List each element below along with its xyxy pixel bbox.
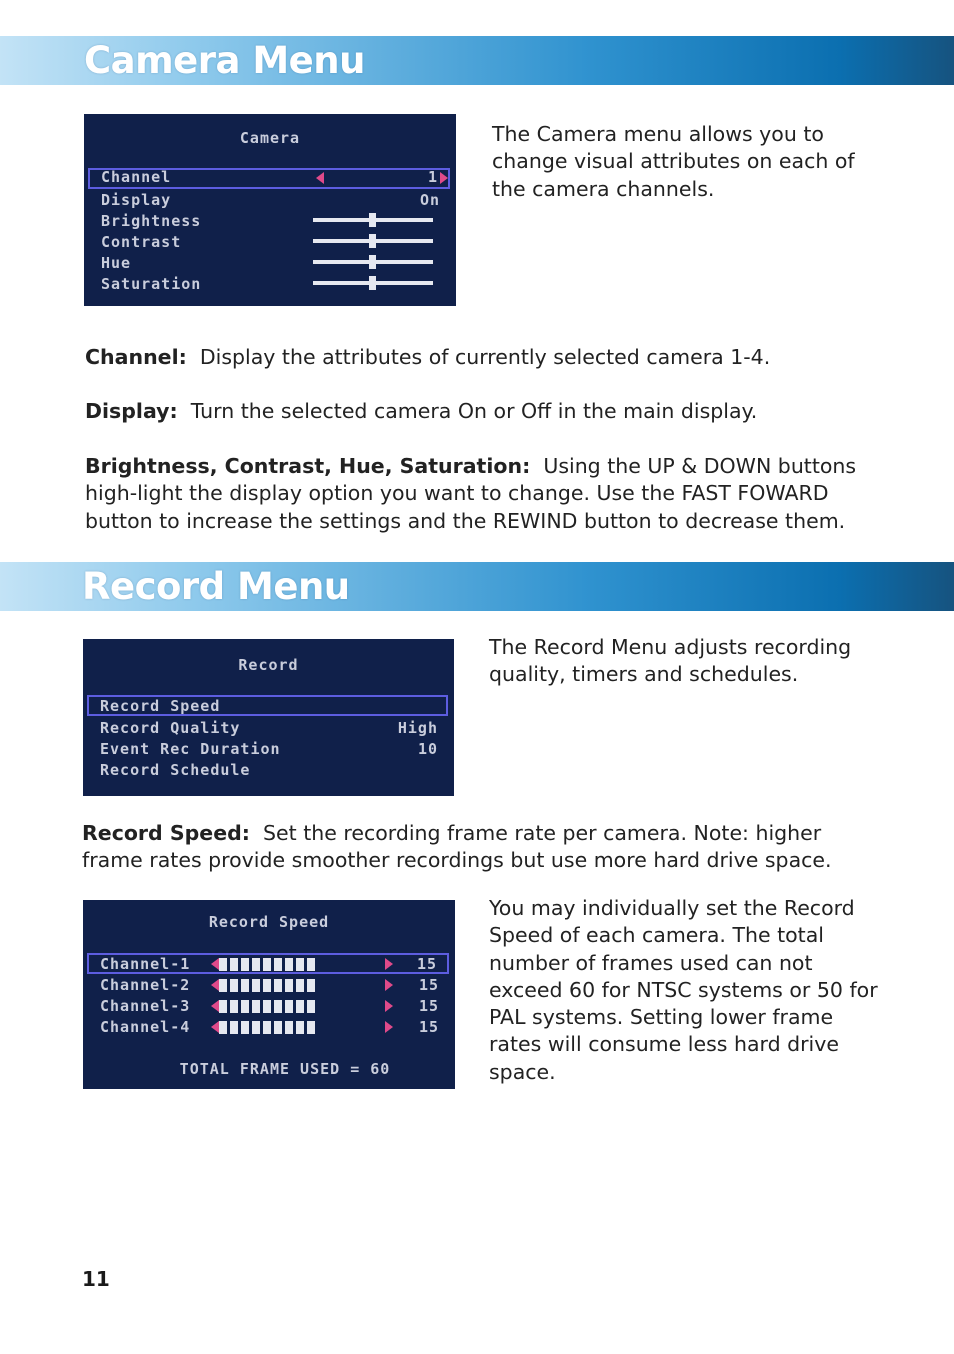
brightness-slider bbox=[313, 218, 433, 222]
screen-row-contrast bbox=[88, 233, 450, 254]
speed-row-channel-2 bbox=[87, 976, 449, 997]
slider-knob bbox=[369, 255, 376, 269]
record-speed-description bbox=[82, 820, 872, 875]
screen-row-record-speed bbox=[87, 695, 448, 716]
speed-row-channel-1 bbox=[87, 953, 449, 974]
frame-rate-bar bbox=[219, 958, 315, 971]
record-speed-screenshot bbox=[83, 900, 455, 1089]
screen-row-hue bbox=[88, 254, 450, 275]
record-menu-screenshot bbox=[83, 639, 454, 796]
record-menu-banner bbox=[0, 562, 954, 611]
screen-title: Camera bbox=[239, 129, 301, 147]
row-label: Channel bbox=[101, 168, 172, 186]
row-label: Record Speed bbox=[100, 697, 221, 715]
display-description bbox=[85, 398, 875, 425]
frame-rate-bar bbox=[219, 979, 315, 992]
speed-row-channel-3 bbox=[87, 997, 449, 1018]
total-frames-used: TOTAL FRAME USED = 60 bbox=[179, 1060, 391, 1078]
row-label: Record Quality bbox=[100, 719, 241, 737]
definition: Using the UP & DOWN buttons high-light the display option you want to change. Use the FAST FOWARD button to increase the settings and the REWIND button to decrease them. bbox=[85, 454, 857, 533]
right-arrow-icon bbox=[385, 958, 393, 970]
right-arrow-icon bbox=[440, 172, 448, 184]
channel-description bbox=[85, 344, 875, 371]
page-number: 11 bbox=[82, 1267, 110, 1291]
row-value: 15 bbox=[418, 997, 439, 1015]
contrast-slider bbox=[313, 239, 433, 243]
row-label: Event Rec Duration bbox=[100, 740, 281, 758]
camera-menu-banner bbox=[0, 36, 954, 85]
row-label: Channel-2 bbox=[100, 976, 191, 994]
left-arrow-icon bbox=[316, 172, 324, 184]
screen-row-record-schedule bbox=[87, 761, 448, 782]
row-value: 15 bbox=[418, 976, 439, 994]
row-label: Brightness bbox=[101, 212, 202, 230]
row-value: 15 bbox=[418, 1018, 439, 1036]
row-label: Channel-1 bbox=[100, 955, 191, 973]
definition: Set the recording frame rate per camera. Note: higher frame rates provide smoother recordings but use more hard drive space. bbox=[82, 821, 832, 873]
term: Brightness, Contrast, Hue, Saturation: bbox=[85, 454, 531, 478]
row-value: 15 bbox=[416, 955, 437, 973]
screen-row-channel bbox=[88, 168, 450, 189]
right-arrow-icon bbox=[385, 979, 393, 991]
slider-knob bbox=[369, 213, 376, 227]
slider-knob bbox=[369, 234, 376, 248]
row-label: Channel-3 bbox=[100, 997, 191, 1015]
hue-slider bbox=[313, 260, 433, 264]
screen-title: Record Speed bbox=[208, 913, 330, 931]
left-arrow-icon bbox=[211, 1000, 219, 1012]
frame-rate-bar bbox=[219, 1021, 315, 1034]
camera-intro: The Camera menu allows you to change visual attributes on each of the camera channels. bbox=[492, 122, 855, 201]
left-arrow-icon bbox=[211, 979, 219, 991]
term: Record Speed: bbox=[82, 821, 250, 845]
row-label: Display bbox=[101, 191, 172, 209]
record-intro: The Record Menu adjusts recording quality, timers and schedules. bbox=[489, 635, 852, 687]
right-arrow-icon bbox=[385, 1000, 393, 1012]
row-label: Hue bbox=[101, 254, 132, 272]
definition: Turn the selected camera On or Off in the main display. bbox=[190, 399, 758, 423]
term: Display: bbox=[85, 399, 178, 423]
screen-row-event-rec-duration bbox=[87, 740, 448, 761]
screen-row-saturation bbox=[88, 275, 450, 296]
screen-title: Record bbox=[238, 656, 299, 674]
camera-menu-heading: Camera Menu bbox=[84, 39, 365, 82]
row-value: On bbox=[419, 191, 440, 209]
row-value: 1 bbox=[427, 168, 438, 186]
row-label: Saturation bbox=[101, 275, 202, 293]
row-value: High bbox=[397, 719, 438, 737]
right-arrow-icon bbox=[385, 1021, 393, 1033]
saturation-slider bbox=[313, 281, 433, 285]
frame-rate-bar bbox=[219, 1000, 315, 1013]
row-value: 10 bbox=[417, 740, 438, 758]
row-label: Channel-4 bbox=[100, 1018, 191, 1036]
left-arrow-icon bbox=[211, 1021, 219, 1033]
screen-row-record-quality bbox=[87, 719, 448, 740]
left-arrow-icon bbox=[211, 958, 219, 970]
definition: Display the attributes of currently selected camera 1-4. bbox=[199, 345, 771, 369]
row-label: Contrast bbox=[101, 233, 182, 251]
record-speed-note: You may individually set the Record Speed of each camera. The total number of frames used can not exceed 60 for NTSC systems or 50 for PAL systems. Setting lower frame rates will consume less hard drive space. bbox=[489, 896, 878, 1084]
term: Channel: bbox=[85, 345, 187, 369]
speed-row-channel-4 bbox=[87, 1018, 449, 1039]
record-menu-heading: Record Menu bbox=[82, 565, 350, 608]
slider-knob bbox=[369, 276, 376, 290]
row-label: Record Schedule bbox=[100, 761, 251, 779]
camera-menu-screenshot bbox=[84, 114, 456, 306]
screen-row-display bbox=[88, 191, 450, 212]
adjustments-description bbox=[85, 453, 875, 535]
screen-row-brightness bbox=[88, 212, 450, 233]
